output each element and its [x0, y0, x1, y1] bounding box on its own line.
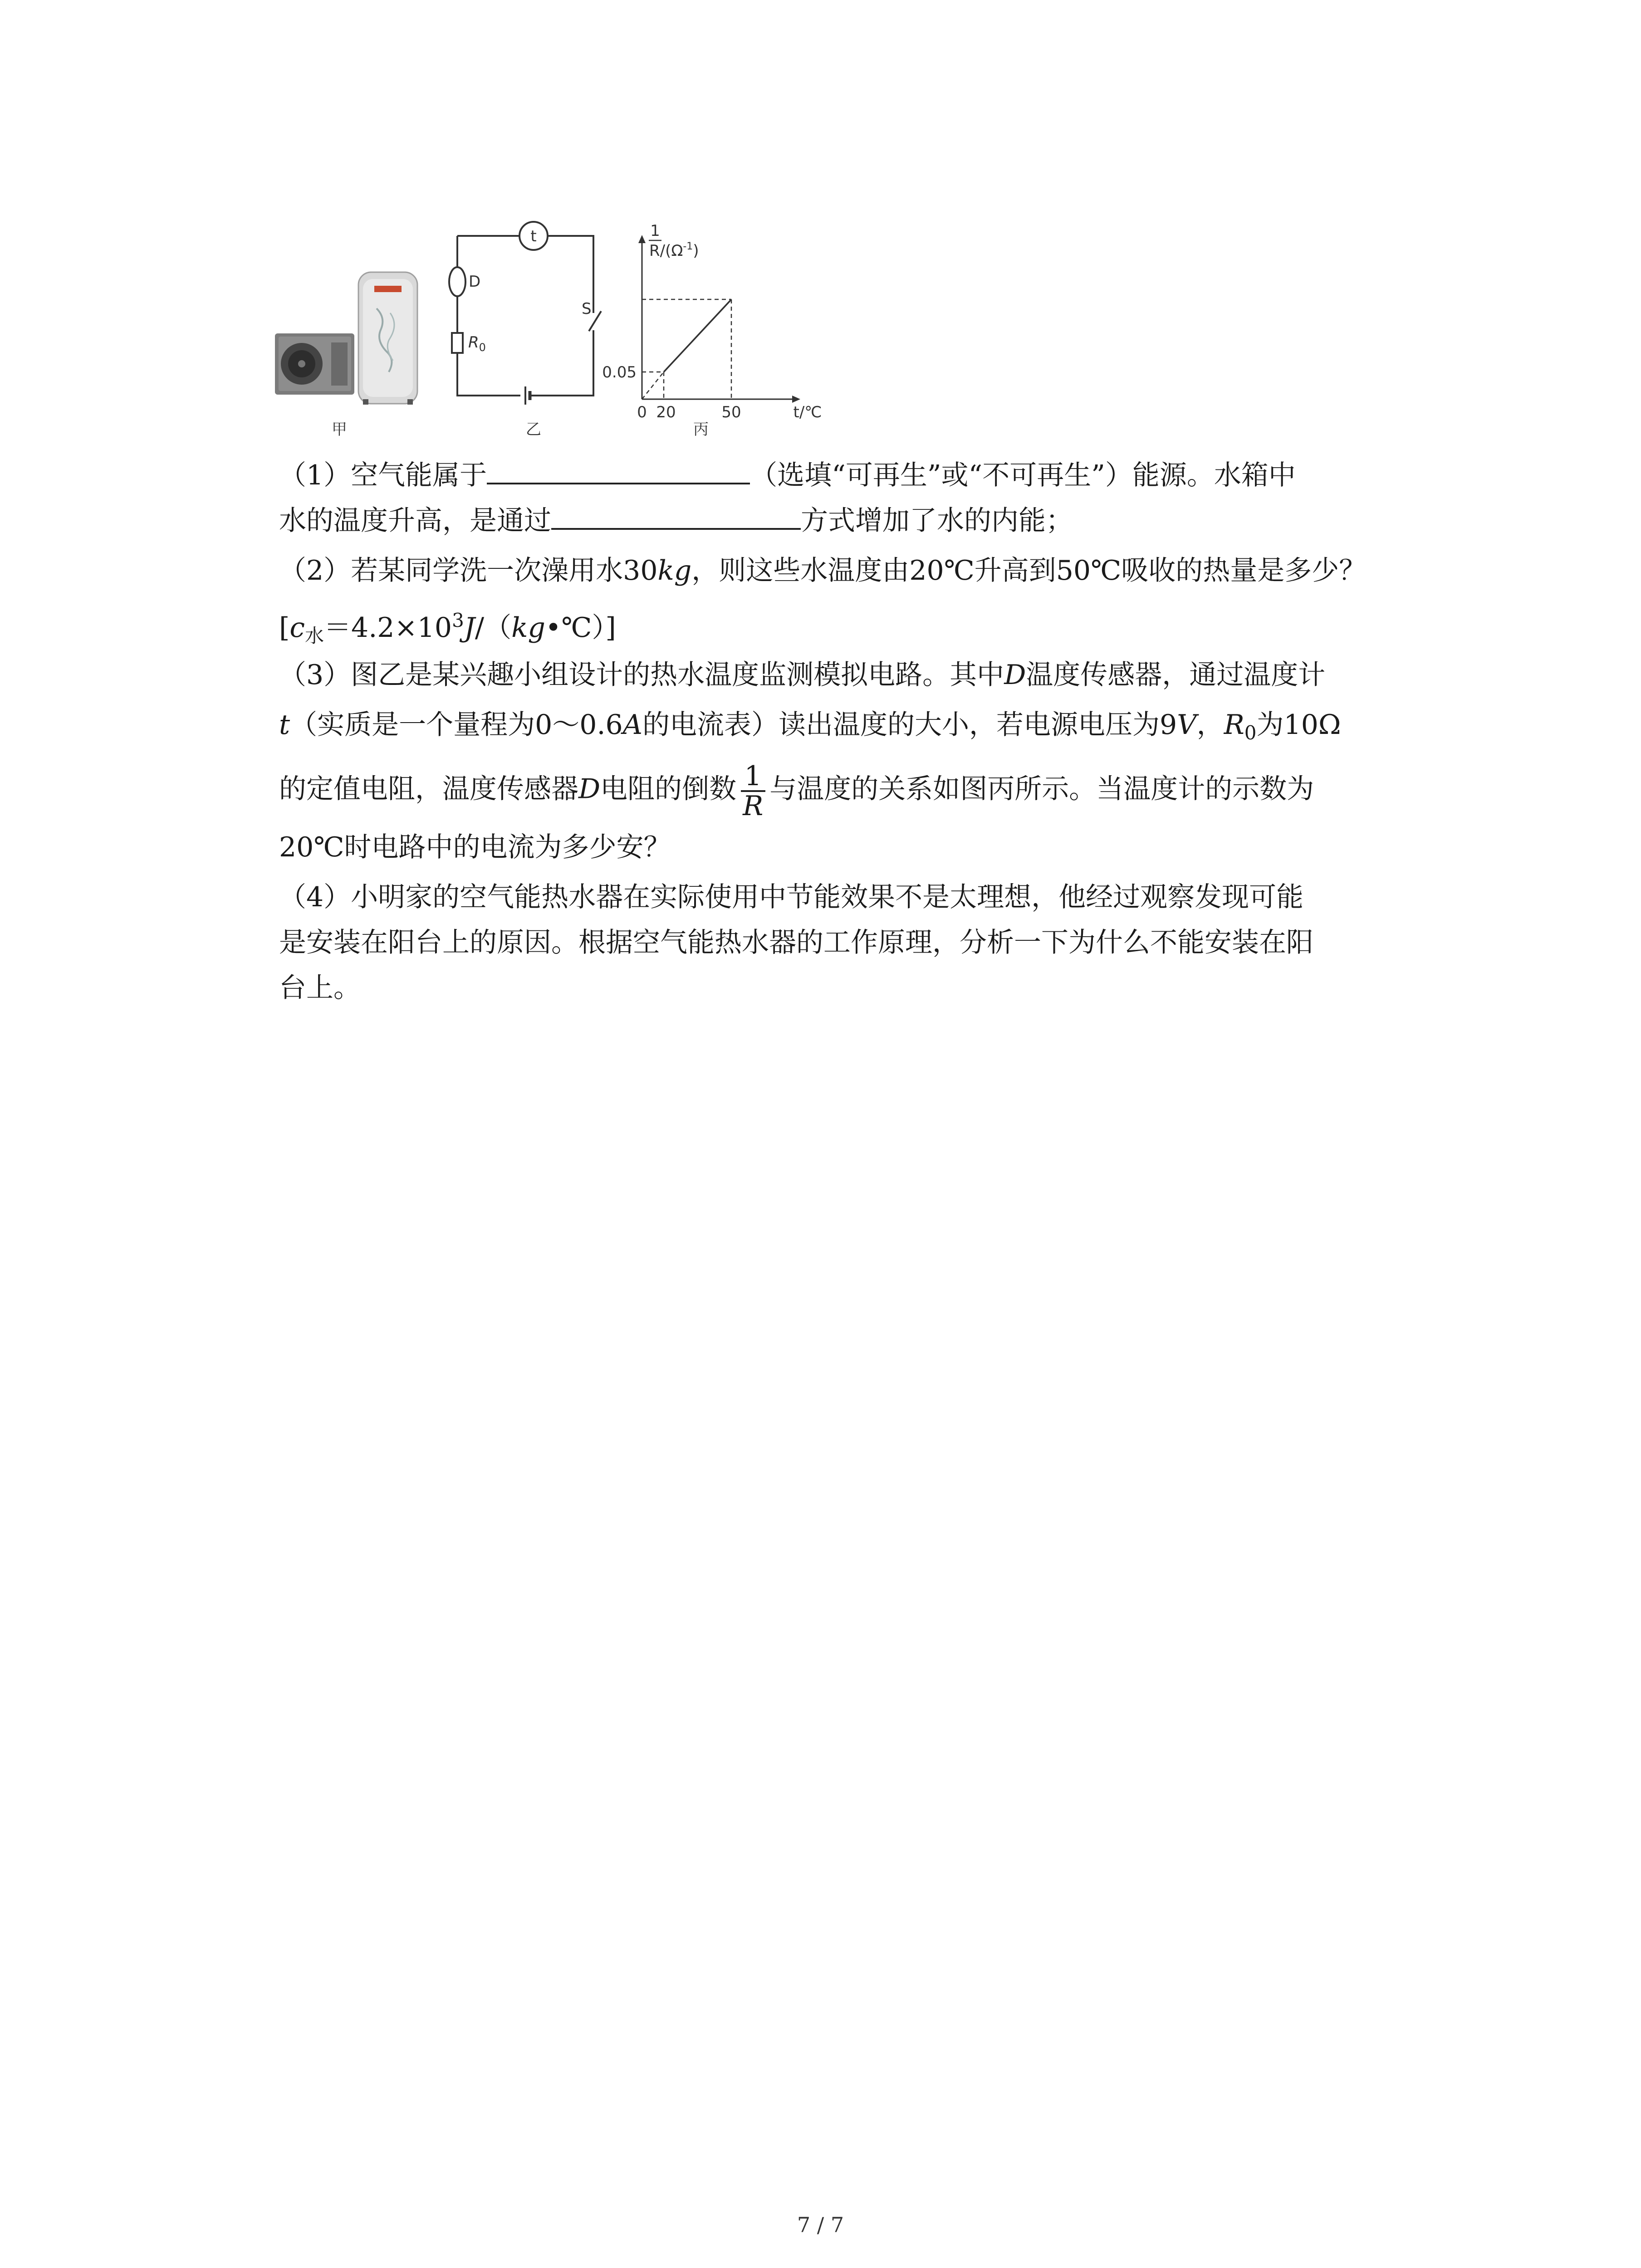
graph-axes	[638, 235, 800, 403]
q1-line-1: （1）空气能属于 （选填“可再生”或“不可再生”）能源。水箱中	[279, 454, 1440, 497]
q2-line-2: $[c_水=4.2\times 10^3J/(kg•℃)]$	[279, 609, 616, 647]
page-number: 7 / 7	[797, 2213, 844, 2237]
caption-jia: 甲	[332, 420, 347, 439]
caption-bing: 丙	[693, 420, 709, 439]
graph-y-tick: 0.05	[602, 363, 637, 381]
switch-label: S	[582, 300, 592, 318]
q3-line-4: 20℃时电路中的电流为多少安？	[279, 831, 671, 863]
q1-blank-2[interactable]	[551, 499, 801, 530]
sensor-label: D	[469, 273, 481, 291]
q4-line-2: 是安装在阳台上的原因。根据空气能热水器的工作原理，分析一下为什么不能安装在阳	[279, 927, 1313, 958]
graph-y-label: $R/(\Omega^{-1})$	[649, 241, 699, 260]
ammeter-label: t	[530, 227, 537, 245]
q3-line-3: 的定值电阻，温度传感器D电阻的倒数 $\frac{1}{R}$ 与温度的关系如图丙所示。当温度计的示数为	[279, 760, 1314, 822]
q1-blank-1[interactable]	[487, 454, 750, 484]
q3-line-2: t（实质是一个量程为0～0.6A的电流表）读出温度的大小，若电源电压为9V，$R_0$为10Ω	[279, 709, 1341, 744]
q3-line-1: （3）图乙是某兴趣小组设计的热水温度监测模拟电路。其中D温度传感器，通过温度计	[279, 659, 1326, 691]
heat-pump-photo	[275, 272, 417, 405]
graph-line	[664, 299, 731, 372]
figure-panel	[272, 218, 844, 458]
graph-x-tick-0: 0	[637, 403, 647, 421]
fraction-1-over-r: $\frac{1}{R}$	[739, 762, 767, 820]
graph-x-label: t/℃	[793, 403, 822, 421]
q4-line-3: 台上。	[279, 972, 361, 1004]
resistor-label: $R_0$	[468, 333, 486, 354]
graph-x-tick-50: 50	[721, 403, 741, 421]
graph-x-tick-20: 20	[656, 403, 676, 421]
q1-line-2: 水的温度升高，是通过 方式增加了水的内能；	[279, 499, 1440, 543]
caption-yi: 乙	[526, 420, 541, 439]
q4-line-1: （4）小明家的空气能热水器在实际使用中节能效果不是太理想，他经过观察发现可能	[279, 881, 1304, 913]
graph-y-label-num: 1	[650, 222, 660, 240]
circuit-diagram	[449, 222, 601, 405]
q2-line-1: （2）若某同学洗一次澡用水30kg，则这些水温度由20℃升高到50℃吸收的热量是多少？	[279, 555, 1367, 587]
